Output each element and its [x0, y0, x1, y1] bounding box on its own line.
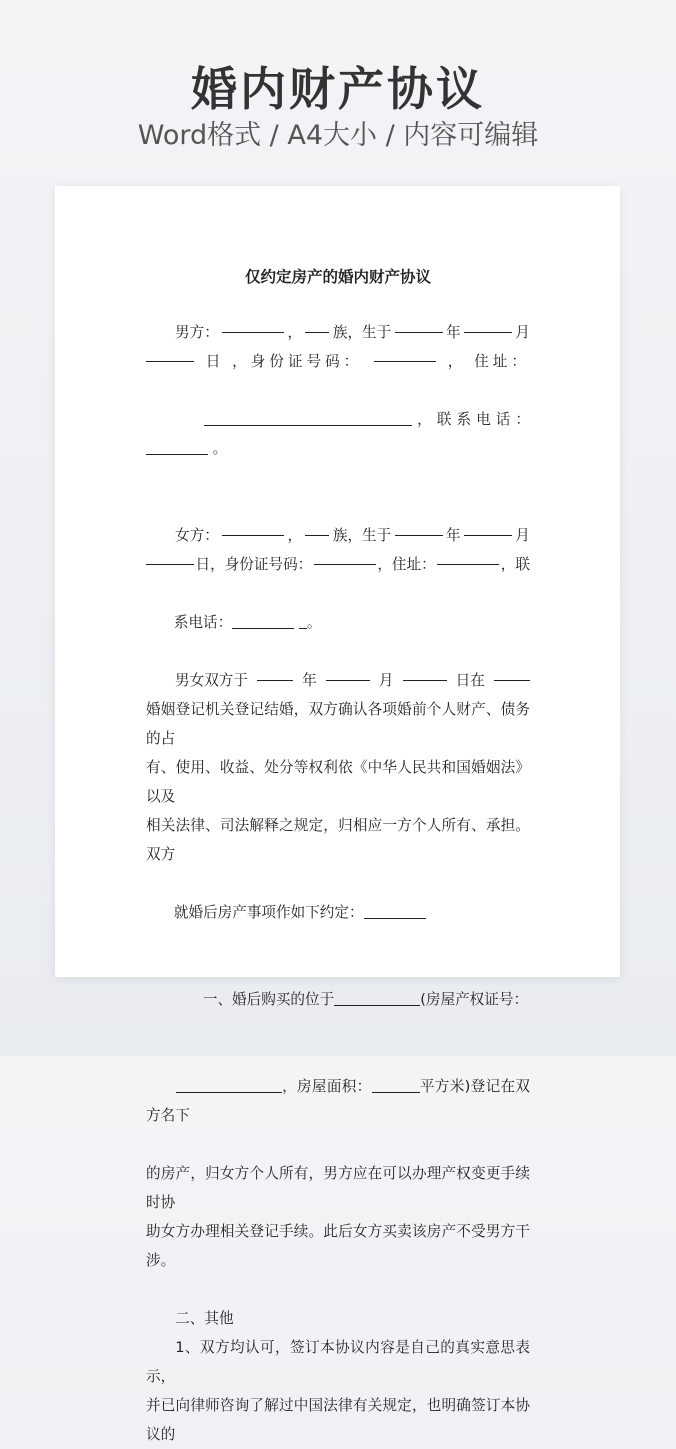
- marriage-line-1: [146, 666, 530, 695]
- document-page: [55, 186, 620, 1443]
- blank[interactable]: [146, 550, 194, 565]
- day-id-label: 日，身份证号码：: [195, 556, 313, 573]
- month-label: 月: [515, 527, 530, 544]
- day-label: 日: [205, 353, 221, 370]
- clause-1-heading: 一、婚后购买的位于: [202, 991, 335, 1008]
- blank[interactable]: [314, 550, 376, 565]
- blank[interactable]: [395, 318, 443, 333]
- area-label: ，房屋面积：: [281, 1078, 372, 1095]
- blank[interactable]: [257, 666, 293, 681]
- sep: ，: [447, 353, 463, 370]
- blank[interactable]: [222, 521, 284, 536]
- paragraph-line: 婚姻登记机关登记结婚，双方确认各项婚前个人财产、债务的占: [146, 701, 530, 747]
- sep: ，联: [500, 556, 530, 573]
- male-label: 男方：: [175, 324, 219, 341]
- blank[interactable]: [146, 347, 194, 362]
- year-label: 年: [302, 672, 317, 689]
- blank[interactable]: [204, 411, 412, 426]
- page-title: 婚内财产协议: [191, 62, 485, 116]
- cert-label: (房屋产权证号：: [420, 991, 529, 1008]
- male-line-1: [146, 318, 530, 347]
- document-body: [146, 264, 530, 1449]
- female-line-2: [146, 550, 530, 579]
- address-label: 住址：: [474, 353, 530, 370]
- blank[interactable]: [146, 440, 208, 455]
- paragraph-line: 并已向律师咨询了解过中国法律有关规定，也明确签订本协议的: [146, 1397, 530, 1443]
- period: 。: [212, 440, 228, 457]
- ethnic-label: 族，生于: [332, 527, 392, 544]
- period: 。: [306, 614, 322, 631]
- paragraph-line: 的房产，归女方个人所有，男方应在可以办理产权变更手续时协: [146, 1165, 530, 1211]
- clause-1-line-2: [146, 1043, 530, 1159]
- blank[interactable]: [326, 666, 370, 681]
- female-line-1: [146, 521, 530, 550]
- document-title: 仅约定房产的婚内财产协议: [244, 268, 431, 286]
- agreement-lead: 就婚后房产事项作如下约定：: [173, 904, 364, 921]
- blank[interactable]: [334, 991, 420, 1006]
- blank[interactable]: [374, 347, 436, 362]
- paragraph-line: 相关法律、司法解释之规定，归相应一方个人所有、承担。双方: [146, 817, 530, 863]
- page-subtitle: Word格式 / A4大小 / 内容可编辑: [137, 120, 539, 151]
- marriage-text: 男女双方于: [175, 672, 248, 689]
- section-2-heading: 二、其他: [175, 1310, 234, 1327]
- year-label: 年: [445, 527, 461, 544]
- blank[interactable]: [464, 318, 512, 333]
- paragraph-line: [146, 869, 530, 956]
- blank[interactable]: [403, 666, 447, 681]
- blank[interactable]: [305, 318, 329, 333]
- month-label: 月: [378, 672, 394, 689]
- paragraph-line: 有、使用、收益、处分等权利依《中华人民共和国婚姻法》以及: [146, 759, 530, 805]
- ethnic-label: 族，生于: [332, 324, 392, 341]
- clause-1-line-1: [146, 956, 530, 1043]
- id-label: ，身份证号码：: [232, 353, 363, 370]
- male-line-3: [146, 376, 530, 492]
- blank[interactable]: [232, 614, 294, 629]
- phone-label: ，联系电话：: [412, 411, 530, 428]
- blank[interactable]: [437, 550, 499, 565]
- address-label: ，住址：: [377, 556, 436, 573]
- blank[interactable]: [372, 1078, 420, 1093]
- blank[interactable]: [464, 521, 512, 536]
- female-line-3: [146, 579, 530, 666]
- blank[interactable]: [305, 521, 329, 536]
- blank[interactable]: [494, 666, 530, 681]
- female-label: 女方：: [175, 527, 219, 544]
- blank[interactable]: [299, 614, 307, 629]
- male-line-2: [146, 347, 530, 376]
- blank[interactable]: [176, 1078, 282, 1093]
- blank[interactable]: [222, 318, 284, 333]
- blank[interactable]: [364, 904, 426, 919]
- month-label: 月: [515, 324, 530, 341]
- year-label: 年: [445, 324, 461, 341]
- sep: ，: [287, 527, 303, 544]
- blank[interactable]: [395, 521, 443, 536]
- day-label: 日在: [455, 672, 485, 689]
- paragraph-line: 1、双方均认可，签订本协议内容是自己的真实意思表示，: [146, 1339, 530, 1385]
- sep: ，: [287, 324, 303, 341]
- paragraph-line: 助女方办理相关登记手续。此后女方买卖该房产不受男方干涉。: [146, 1223, 530, 1269]
- phone-label: 系电话：: [173, 614, 233, 631]
- area-unit: 平方米)登记在双方名下: [146, 1078, 530, 1124]
